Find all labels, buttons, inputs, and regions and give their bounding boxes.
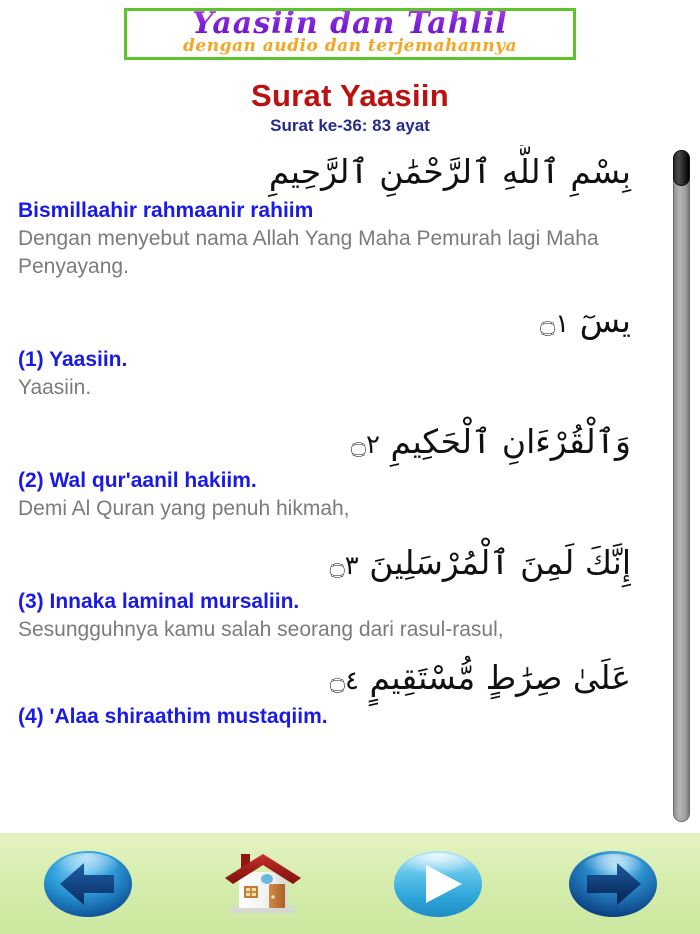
- verse-transliteration: (2) Wal qur'aanil hakiim.: [18, 469, 257, 493]
- verse-number-marker: ۝٤: [329, 665, 359, 696]
- banner-title: Yaasiin dan Tahlil: [127, 9, 573, 39]
- basmalah-block: [0, 145, 655, 281]
- verse-number-marker: ۝٢: [350, 429, 381, 460]
- verse-translation: Yaasiin.: [18, 376, 92, 400]
- basmalah-transliteration: Bismillaahir rahmaanir rahiim: [18, 199, 314, 223]
- verse-item: [0, 651, 655, 731]
- verse-arabic-text: وَٱلْقُرْءَانِ ٱلْحَكِيمِ: [390, 421, 631, 461]
- verse-arabic: [0, 536, 655, 589]
- spacer: [0, 405, 655, 415]
- home-icon: [217, 848, 309, 920]
- verse-transliteration: (4) 'Alaa shiraathim mustaqiim.: [18, 705, 328, 729]
- back-arrow-icon: [42, 848, 134, 920]
- verse-transliteration: (3) Innaka laminal mursaliin.: [18, 590, 300, 614]
- verse-item: [0, 536, 655, 644]
- next-button[interactable]: [565, 845, 661, 923]
- basmalah-translation: Dengan menyebut nama Allah Yang Maha Pemurah lagi Maha Penyayang.: [18, 227, 599, 279]
- play-icon: [392, 848, 484, 920]
- spacer: [0, 526, 655, 536]
- verse-item: [0, 294, 655, 402]
- app-banner: [124, 8, 576, 60]
- play-button[interactable]: [390, 845, 486, 923]
- verse-translation: Sesungguhnya kamu salah seorang dari rasul-rasul,: [18, 618, 504, 642]
- page-title: Surat Yaasiin: [250, 78, 450, 113]
- verse-item: [0, 415, 655, 523]
- basmalah-arabic: بِسْمِ ٱللَّهِ ٱلرَّحْمَٰنِ ٱلرَّحِيمِ: [268, 152, 631, 191]
- verse-translation: Demi Al Quran yang penuh hikmah,: [18, 497, 350, 521]
- verse-arabic: [0, 294, 655, 347]
- verse-arabic: [0, 651, 655, 704]
- verse-transliteration: (1) Yaasiin.: [18, 348, 128, 372]
- next-arrow-icon: [567, 848, 659, 920]
- verse-arabic-text: إِنَّكَ لَمِنَ ٱلْمُرْسَلِينَ: [369, 542, 631, 582]
- home-button[interactable]: [215, 845, 311, 923]
- verse-number-marker: ۝٣: [329, 550, 359, 581]
- back-button[interactable]: [40, 845, 136, 923]
- verse-list[interactable]: [0, 145, 655, 830]
- verse-number-marker: ۝١: [540, 308, 570, 339]
- verse-arabic-text: عَلَىٰ صِرَٰطٍ مُّسْتَقِيمٍ: [369, 657, 631, 697]
- banner-subtitle: dengan audio dan terjemahannya: [183, 36, 517, 56]
- vertical-scrollbar[interactable]: [673, 150, 690, 822]
- spacer: [0, 284, 655, 294]
- surah-meta: Surat ke-36: 83 ayat: [270, 116, 430, 135]
- scrollbar-thumb[interactable]: [673, 150, 690, 186]
- bottom-toolbar: [0, 833, 700, 934]
- verse-arabic: [0, 415, 655, 468]
- verse-arabic-text: يسٓ: [579, 300, 631, 340]
